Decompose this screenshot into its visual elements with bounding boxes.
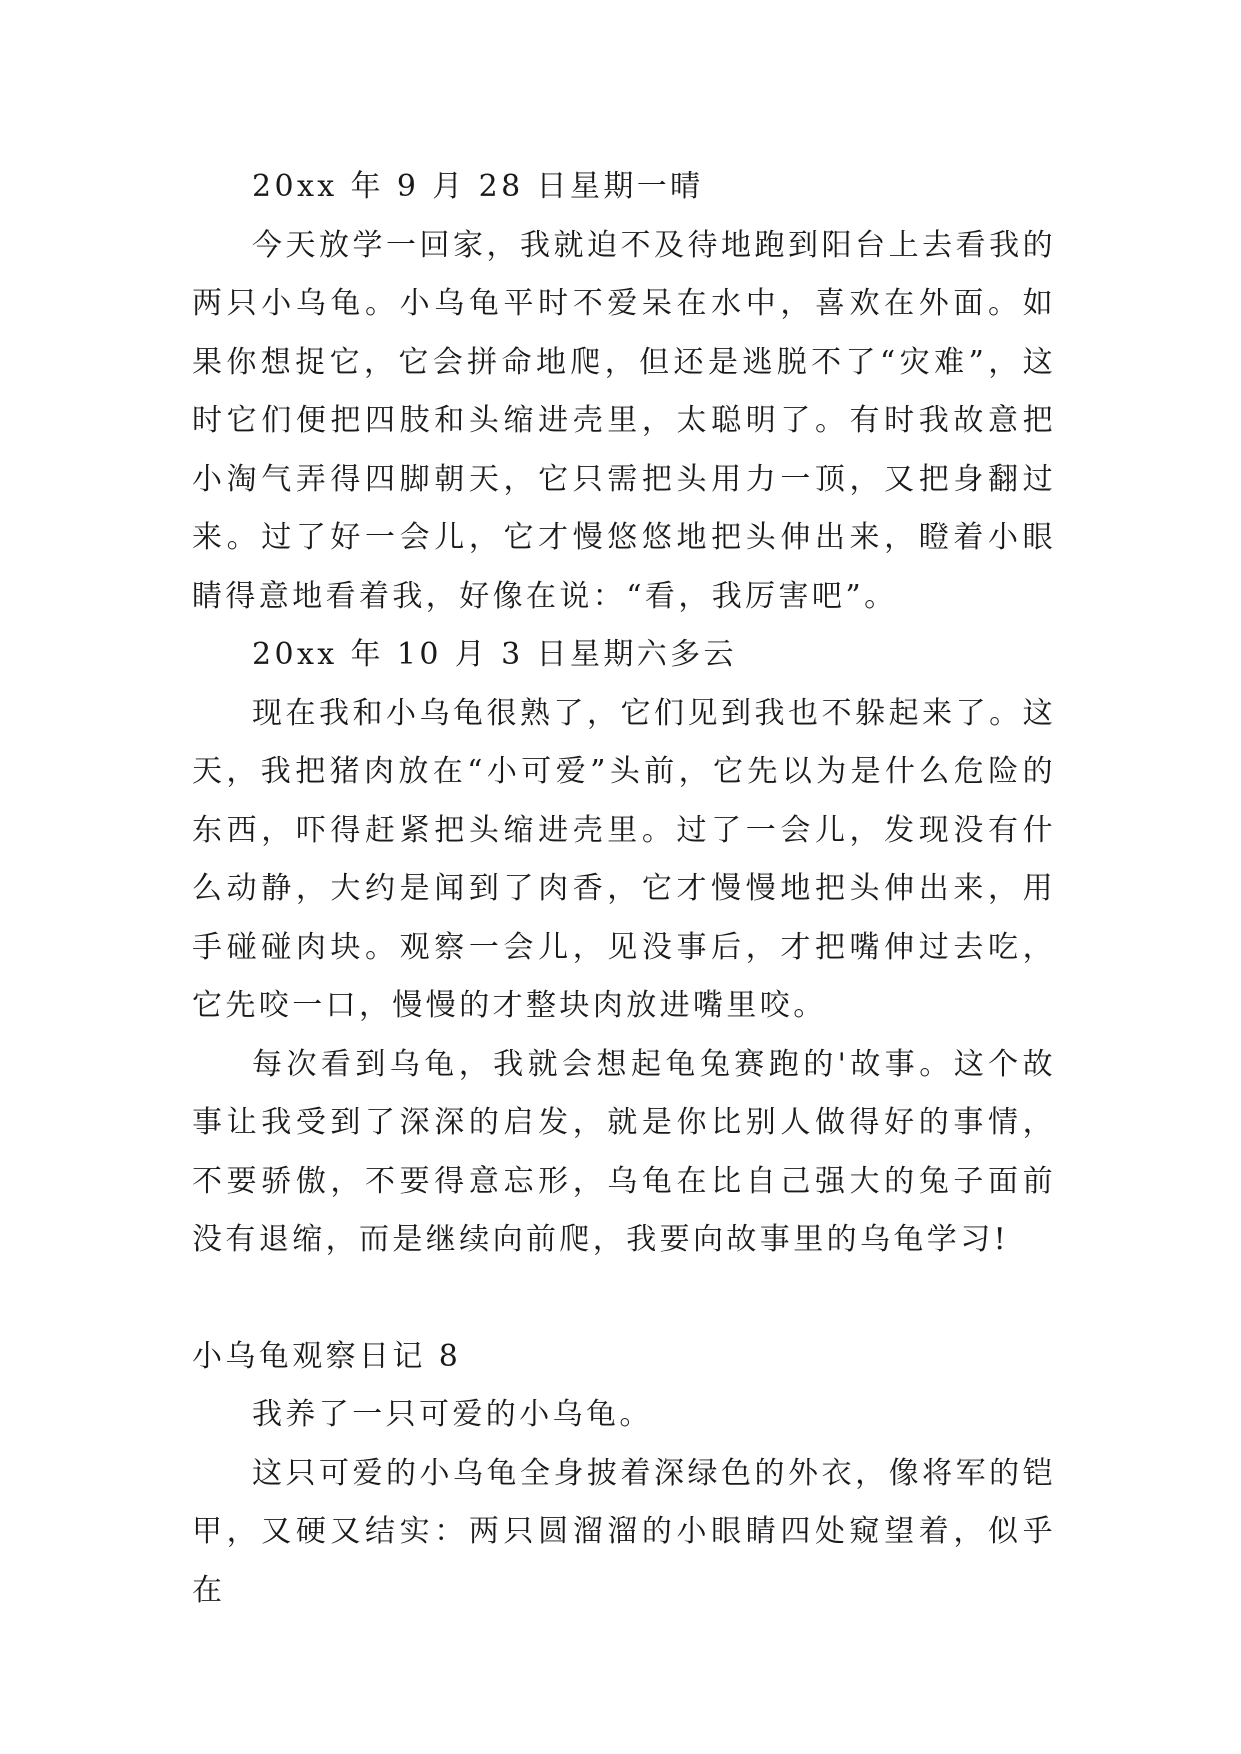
reflection-paragraph: 每次看到乌龟，我就会想起龟兔赛跑的'故事。这个故事让我受到了深深的启发，就是你比别人做得好的事情，不要骄傲，不要得意忘形，乌龟在比自己强大的兔子面前没有退缩，而是继续向前爬，我要向故事里的乌龟学习! [192,1046,1056,1257]
entry-date: 20xx 年 9 月 28 日星期一晴 [252,169,704,204]
entry-date: 20xx 年 10 月 3 日星期六多云 [252,637,737,672]
section-intro: 我养了一只可爱的小乌龟。 [252,1397,653,1432]
section-title: 小乌龟观察日记 8 [192,1338,462,1374]
section-paragraph: 这只可爱的小乌龟全身披着深绿色的外衣，像将军的铠甲，又硬又结实：两只圆溜溜的小眼睛四处窥望着，似乎在 [192,1455,1056,1608]
document-body [192,158,1056,1620]
entry-paragraph: 现在我和小乌龟很熟了，它们见到我也不躲起来了。这天，我把猪肉放在“小可爱”头前，它先以为是什么危险的东西，吓得赶紧把头缩进壳里。过了一会儿，发现没有什么动静，大约是闻到了肉香，它才慢慢地把头伸出来，用手碰碰肉块。观察一会儿，见没事后，才把嘴伸过去吃，它先咬一口，慢慢的才整块肉放进嘴里咬。 [192,695,1056,1023]
entry-paragraph: 今天放学一回家，我就迫不及待地跑到阳台上去看我的两只小乌龟。小乌龟平时不爱呆在水中，喜欢在外面。如果你想捉它，它会拼命地爬，但还是逃脱不了“灾难”，这时它们便把四肢和头缩进壳里，太聪明了。有时我故意把小淘气弄得四脚朝天，它只需把头用力一顶，又把身翻过来。过了好一会儿，它才慢悠悠地把头伸出来，瞪着小眼睛得意地看着我，好像在说：“看，我厉害吧”。 [192,227,1056,614]
